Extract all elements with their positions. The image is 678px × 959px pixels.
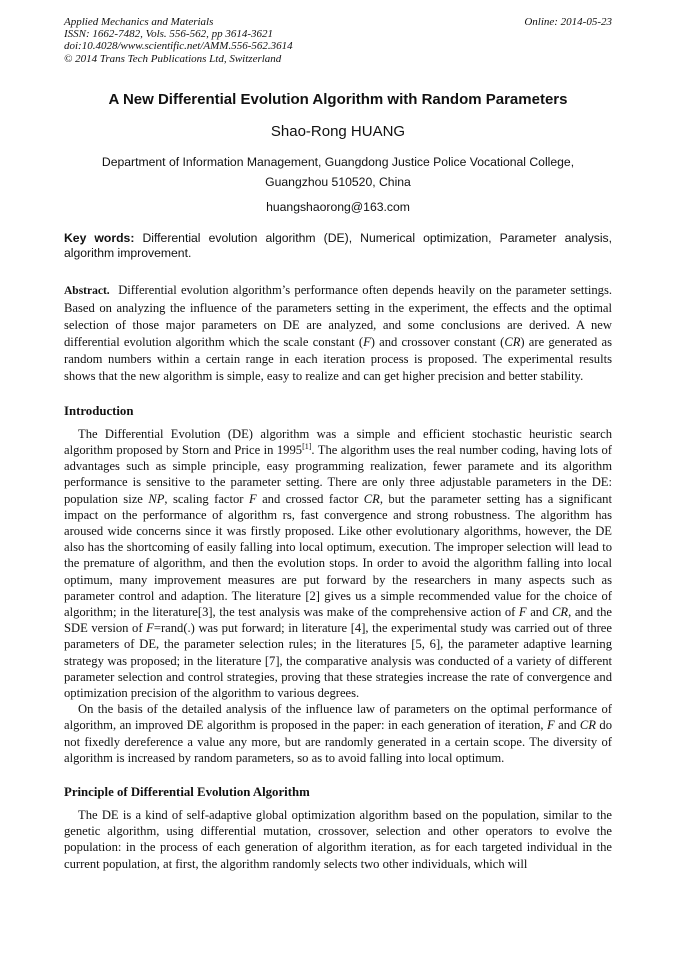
- intro-p1-d: and crossed factor: [256, 491, 364, 506]
- abstract-text-2: ) and crossover constant (: [370, 334, 505, 349]
- intro-p2-a: On the basis of the detailed analysis of the influence law of parameters on the optimal performance of algorithm, an improved DE algorithm is proposed in the paper: in each generation of iteration,: [64, 702, 612, 733]
- intro-cr2: CR: [552, 605, 569, 620]
- issn-line: ISSN: 1662-7482, Vols. 556-562, pp 3614-3621: [64, 28, 273, 41]
- abstract: [64, 282, 612, 385]
- intro-p1-c: , scaling factor: [164, 491, 249, 506]
- intro-cr: CR: [363, 491, 380, 506]
- journal-header: [64, 0, 612, 65]
- intro-p1-g: and: [526, 605, 552, 620]
- intro-f3: F: [146, 621, 154, 636]
- keywords-text: Differential evolution algorithm (DE), Numerical optimization, Parameter analysis, algorithm improvement.: [64, 230, 613, 261]
- intro-p1-h: , and the SDE version of: [64, 605, 612, 636]
- keywords: [64, 231, 612, 262]
- intro-p2-cr: CR: [579, 718, 596, 733]
- intro-p2-c: do not fixedly dereference a value any more, but are randomly generated in a certain scope. The diversity of algorithm is increased by random parameters, so as to avoid falling into local optimum.: [64, 718, 613, 765]
- introduction-paragraph-2: [64, 701, 612, 766]
- author-name: Shao-Rong HUANG: [270, 122, 406, 140]
- intro-np: NP: [148, 491, 165, 506]
- abstract-cr: CR: [504, 334, 521, 349]
- abstract-f: F: [363, 334, 371, 349]
- citation-1: [1]: [302, 441, 312, 451]
- online-date: Online: 2014-05-23: [524, 16, 612, 28]
- journal-name: Applied Mechanics and Materials: [64, 16, 214, 28]
- principle-paragraph-1: The DE is a kind of self-adaptive global optimization algorithm based on the population, similar to the genetic algorithm, using differential mutation, crossover, selection and other operators to evolve the population: in the process of each generation of algorithm iteration, as for each targeted individual in the current population, at first, the algorithm randomly selects two other individuals, which will: [64, 808, 612, 871]
- author-email: huangshaorong@163.com: [266, 199, 410, 214]
- introduction-paragraph-1: [64, 426, 612, 701]
- doi-line: doi:10.4028/www.scientific.net/AMM.556-562.3614: [64, 40, 293, 53]
- paper-title: A New Differential Evolution Algorithm with Random Parameters: [108, 90, 568, 108]
- intro-p1-i: =rand(.) was put forward; in literature [4], the experimental study was carried out of three parameters of DE, the parameter selection rules; in the literatures [5, 6], the parameter adaptive learning strategy was proposed; in the literature [7], the comparative analysis was conducted of a variety of different parameter selection and control strategies, proving that these strategies increase the rate of convergence and optimization precision of the algorithm to various degrees.: [64, 621, 612, 701]
- keywords-label: Key words:: [64, 230, 135, 245]
- abstract-text-1: Differential evolution algorithm’s performance often depends heavily on the parameter settings. Based on analyzing the influence of the parameters setting in the experiment, the effects and the optimal selection of those major parameters on DE are analyzed, and some conclusions are derived. A new differential evolution algorithm which the scale constant (: [64, 282, 612, 349]
- abstract-label: Abstract.: [64, 284, 110, 297]
- affiliation: [64, 152, 612, 192]
- intro-p2-f: F: [547, 718, 555, 733]
- intro-p1-a: The Differential Evolution (DE) algorithm was a simple and efficient stochastic heuristic search algorithm proposed by Storn and Price in 1995: [64, 426, 612, 458]
- intro-f: F: [248, 491, 257, 506]
- intro-f2: F: [518, 605, 527, 620]
- affiliation-line-2: Guangzhou 510520, China: [265, 174, 411, 189]
- principle-heading: Principle of Differential Evolution Algorithm: [64, 785, 310, 800]
- intro-p1-b: . The algorithm uses the real number coding, having lots of advantages such as simple principle, easy programming realization, fewer paramete and its algorithm performance is sensitive to the parameter setting. There are only three adjustable parameters in the DE: population size: [64, 443, 612, 506]
- introduction-heading: Introduction: [64, 403, 134, 418]
- intro-p1-e: , but the parameter setting has a significant impact on the performance of algorithm rs, fast convergence and strong robustness. The algorithm has aroused wide concerns since it was firstly proposed. Like other evolutionary algorithms, however, the DE also has the shortcoming of easily falling into local optimum, execution. The improper selection will lead to the premature of algorithm, and then the evolution stops. In order to avoid the algorithm falling into local optimum, many improvement measures are put forward by the researchers in many aspects such as parameter control and adaption. The literature [2] gives us a simple recommended value for the choice of algorithm; in the literature[3], the test analysis was make of the comprehensive action of: [64, 491, 612, 620]
- intro-p2-b: and: [554, 718, 580, 733]
- copyright-line: © 2014 Trans Tech Publications Ltd, Switzerland: [64, 52, 282, 65]
- abstract-text-3: ) are generated as random numbers within a certain range in each iteration process is proposed. The experimental results shows that the new algorithm is simple, easy to realize and can get higher precision and better stability.: [64, 334, 612, 383]
- affiliation-line-1: Department of Information Management, Guangdong Justice Police Vocational College,: [101, 154, 575, 169]
